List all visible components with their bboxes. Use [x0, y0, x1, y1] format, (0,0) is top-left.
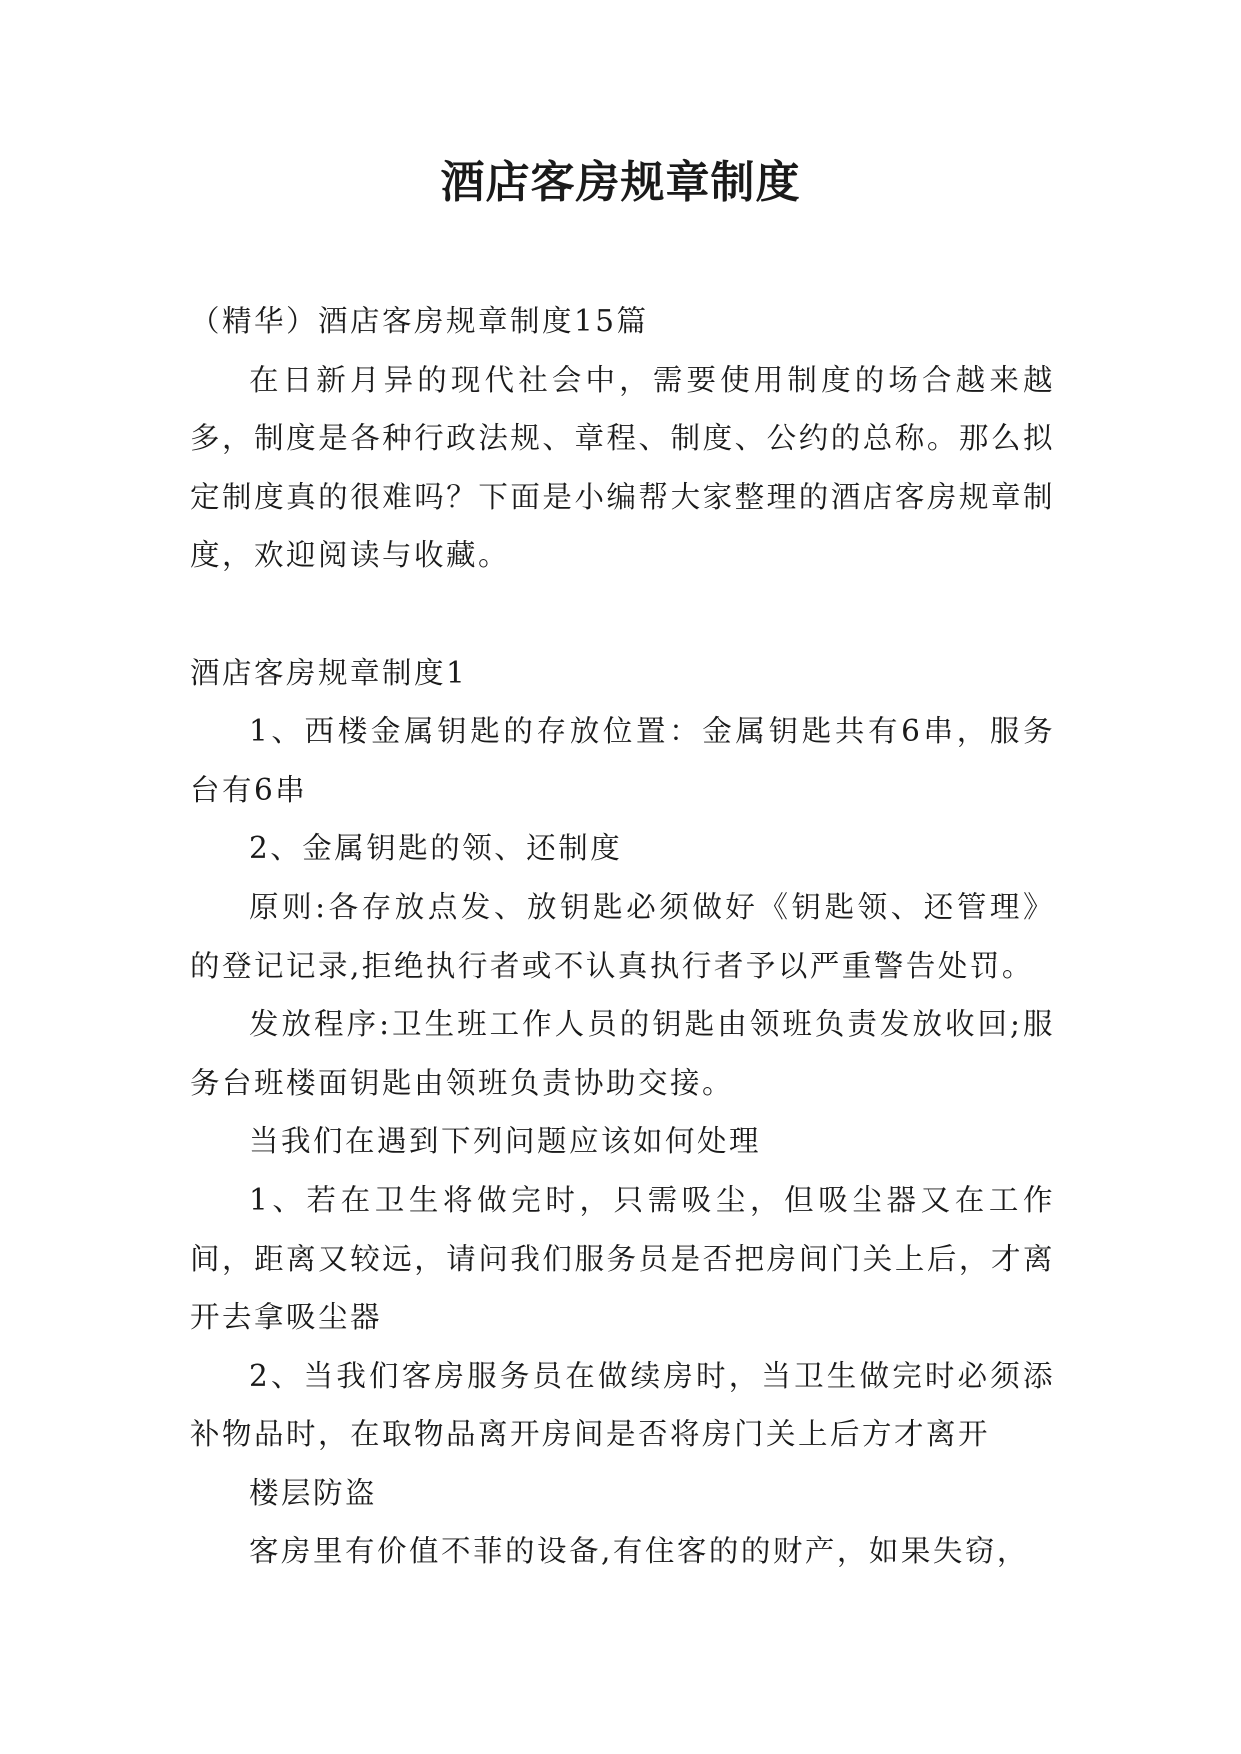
body-paragraph: 1、若在卫生将做完时，只需吸尘，但吸尘器又在工作间，距离又较远，请问我们服务员是否把房间门关上后，才离开去拿吸尘器 [190, 1182, 1055, 1335]
body-paragraph: 1、西楼金属钥匙的存放位置：金属钥匙共有6串，服务台有6串 [190, 714, 1055, 807]
body-paragraph: 发放程序:卫生班工作人员的钥匙由领班负责发放收回;服务台班楼面钥匙由领班负责协助交接。 [190, 1007, 1055, 1100]
body-paragraph: 2、当我们客房服务员在做续房时，当卫生做完时必须添补物品时，在取物品离开房间是否将房门关上后方才离开 [190, 1358, 1055, 1452]
intro-paragraph: 在日新月异的现代社会中，需要使用制度的场合越来越多，制度是各种行政法规、章程、制度、公约的总称。那么拟定制度真的很难吗？下面是小编帮大家整理的酒店客房规章制度，欢迎阅读与收藏。 [190, 362, 1055, 573]
document-title: 酒店客房规章制度 [440, 157, 801, 208]
document-body [190, 292, 1055, 1581]
body-paragraph: 当我们在遇到下列问题应该如何处理 [249, 1124, 762, 1159]
body-paragraph: 2、金属钥匙的领、还制度 [249, 831, 623, 866]
body-paragraph: 原则:各存放点发、放钥匙必须做好《钥匙领、还管理》的登记记录,拒绝执行者或不认真执行者予以严重警告处罚。 [190, 889, 1055, 983]
body-paragraph: 客房里有价值不菲的设备,有住客的的财产，如果失窃， [249, 1534, 1029, 1569]
section-heading: 酒店客房规章制度1 [190, 655, 468, 690]
document-subtitle: （精华）酒店客房规章制度15篇 [190, 304, 649, 338]
section-spacer [190, 585, 1055, 644]
body-paragraph: 楼层防盗 [249, 1475, 378, 1510]
